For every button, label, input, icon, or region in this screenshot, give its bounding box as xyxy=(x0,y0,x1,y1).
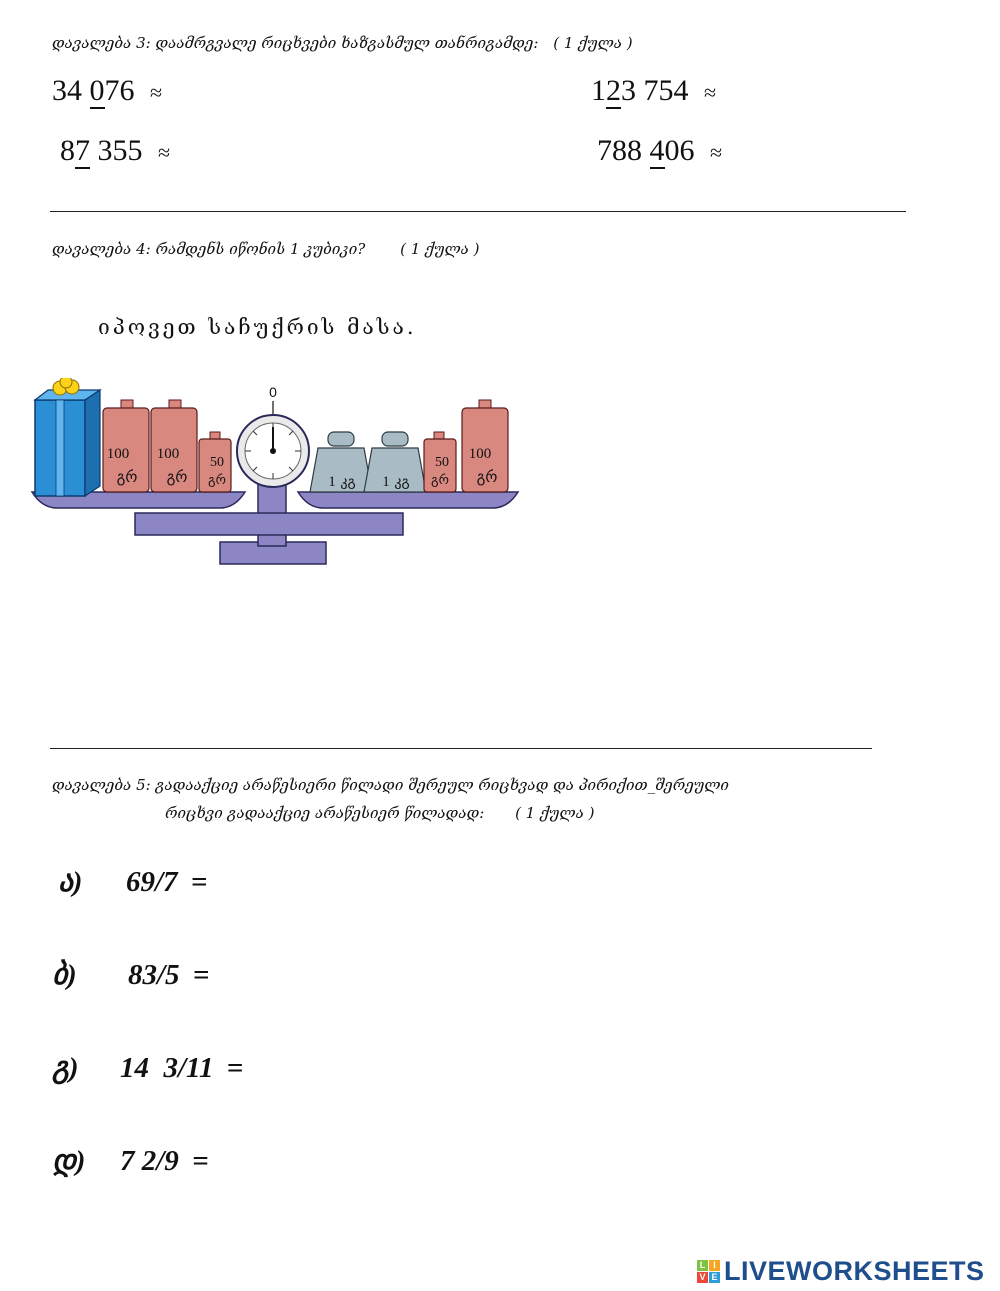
weight-left-2 xyxy=(151,400,197,492)
task5-title-line2 xyxy=(165,804,594,822)
divider-2 xyxy=(50,748,872,749)
scale-dial xyxy=(237,384,309,487)
round-item-1: 34 076 ≈ xyxy=(52,74,163,107)
underlined-digit: 7 xyxy=(75,134,90,167)
task3-title-text: დავალება 3: დაამრგვალე რიცხვები ხაზგასმულ თანრიგამდე: xyxy=(52,34,539,52)
weight-label: 100 xyxy=(156,446,180,462)
right-tray xyxy=(298,492,518,508)
approx-sign: ≈ xyxy=(710,140,723,165)
task5-points: ( 1 ქულა ) xyxy=(515,804,595,822)
item-label: გ) xyxy=(52,1052,79,1084)
weight-unit: კგ xyxy=(340,474,356,490)
weight-unit: გრ xyxy=(476,468,498,486)
item-expression: 14 3/11 xyxy=(120,1052,214,1084)
weight-unit: გრ xyxy=(208,473,226,488)
task4-points: ( 1 ქულა ) xyxy=(400,240,480,258)
task4-title-text: დავალება 4: რამდენს იწონის 1 კუბიკი? xyxy=(52,240,366,258)
fraction-item-b xyxy=(52,957,209,992)
balance-scale-illustration xyxy=(30,378,530,570)
task4-instruction: იპოვეთ საჩუქრის მასა. xyxy=(98,315,417,339)
weight-label: 1 xyxy=(382,474,390,490)
weight-label: 50 xyxy=(435,455,449,470)
task5-title-line1: დავალება 5: გადააქციე არაწესიერი წილადი შერეულ რიცხვად და პირიქით_შერეული xyxy=(52,776,729,794)
weight-label: 1 xyxy=(328,474,336,490)
fraction-item-g xyxy=(52,1050,243,1085)
weight-label: 50 xyxy=(210,455,224,470)
item-label: ა) xyxy=(58,866,83,898)
gift-box xyxy=(35,378,100,496)
item-expression: 7 2/9 xyxy=(120,1145,179,1177)
equals-sign: = xyxy=(190,866,208,898)
equals-sign: = xyxy=(192,959,210,991)
brand-name: LIVEWORKSHEETS xyxy=(724,1256,985,1286)
weight-left-3 xyxy=(199,432,231,492)
equals-sign: = xyxy=(226,1052,244,1084)
underlined-digit: 2 xyxy=(606,74,621,107)
scale-beam xyxy=(135,513,403,535)
weight-label: 100 xyxy=(468,446,492,462)
round-item-2: 123 754 ≈ xyxy=(591,74,717,107)
item-label: დ) xyxy=(52,1145,86,1177)
approx-sign: ≈ xyxy=(150,80,163,105)
liveworksheets-logo-icon: L I V E xyxy=(697,1260,720,1283)
weight-left-1 xyxy=(103,400,149,492)
equals-sign: = xyxy=(192,1145,209,1177)
weight-right-4 xyxy=(462,400,508,492)
weight-right-2 xyxy=(364,432,426,492)
fraction-item-d xyxy=(52,1143,209,1178)
item-expression: 69/7 xyxy=(126,866,178,898)
underlined-digit: 0 xyxy=(89,74,105,107)
round-item-4: 788 406 ≈ xyxy=(597,134,723,167)
weight-right-1 xyxy=(310,432,372,492)
task3-title xyxy=(52,34,633,52)
task4-title xyxy=(52,240,479,258)
weight-unit: გრ xyxy=(116,468,138,486)
item-expression: 83/5 xyxy=(128,959,180,991)
weight-label: 100 xyxy=(106,446,130,462)
divider-1 xyxy=(50,211,906,212)
round-item-3: 87 355 ≈ xyxy=(60,134,171,167)
approx-sign: ≈ xyxy=(704,80,717,105)
task3-points: ( 1 ქულა ) xyxy=(553,34,633,52)
fraction-item-a xyxy=(58,864,207,899)
item-label: ბ) xyxy=(52,959,77,991)
dial-zero-label: 0 xyxy=(269,384,277,400)
weight-unit: გრ xyxy=(166,468,188,486)
weight-right-3 xyxy=(424,432,456,492)
underlined-digit: 4 xyxy=(649,134,665,167)
task5-title-text: რიცხვი გადააქციე არაწესიერ წილადად: xyxy=(165,804,485,822)
weight-unit: კგ xyxy=(394,474,410,490)
weight-unit: გრ xyxy=(431,473,449,488)
liveworksheets-brand xyxy=(697,1256,985,1287)
approx-sign: ≈ xyxy=(158,140,171,165)
